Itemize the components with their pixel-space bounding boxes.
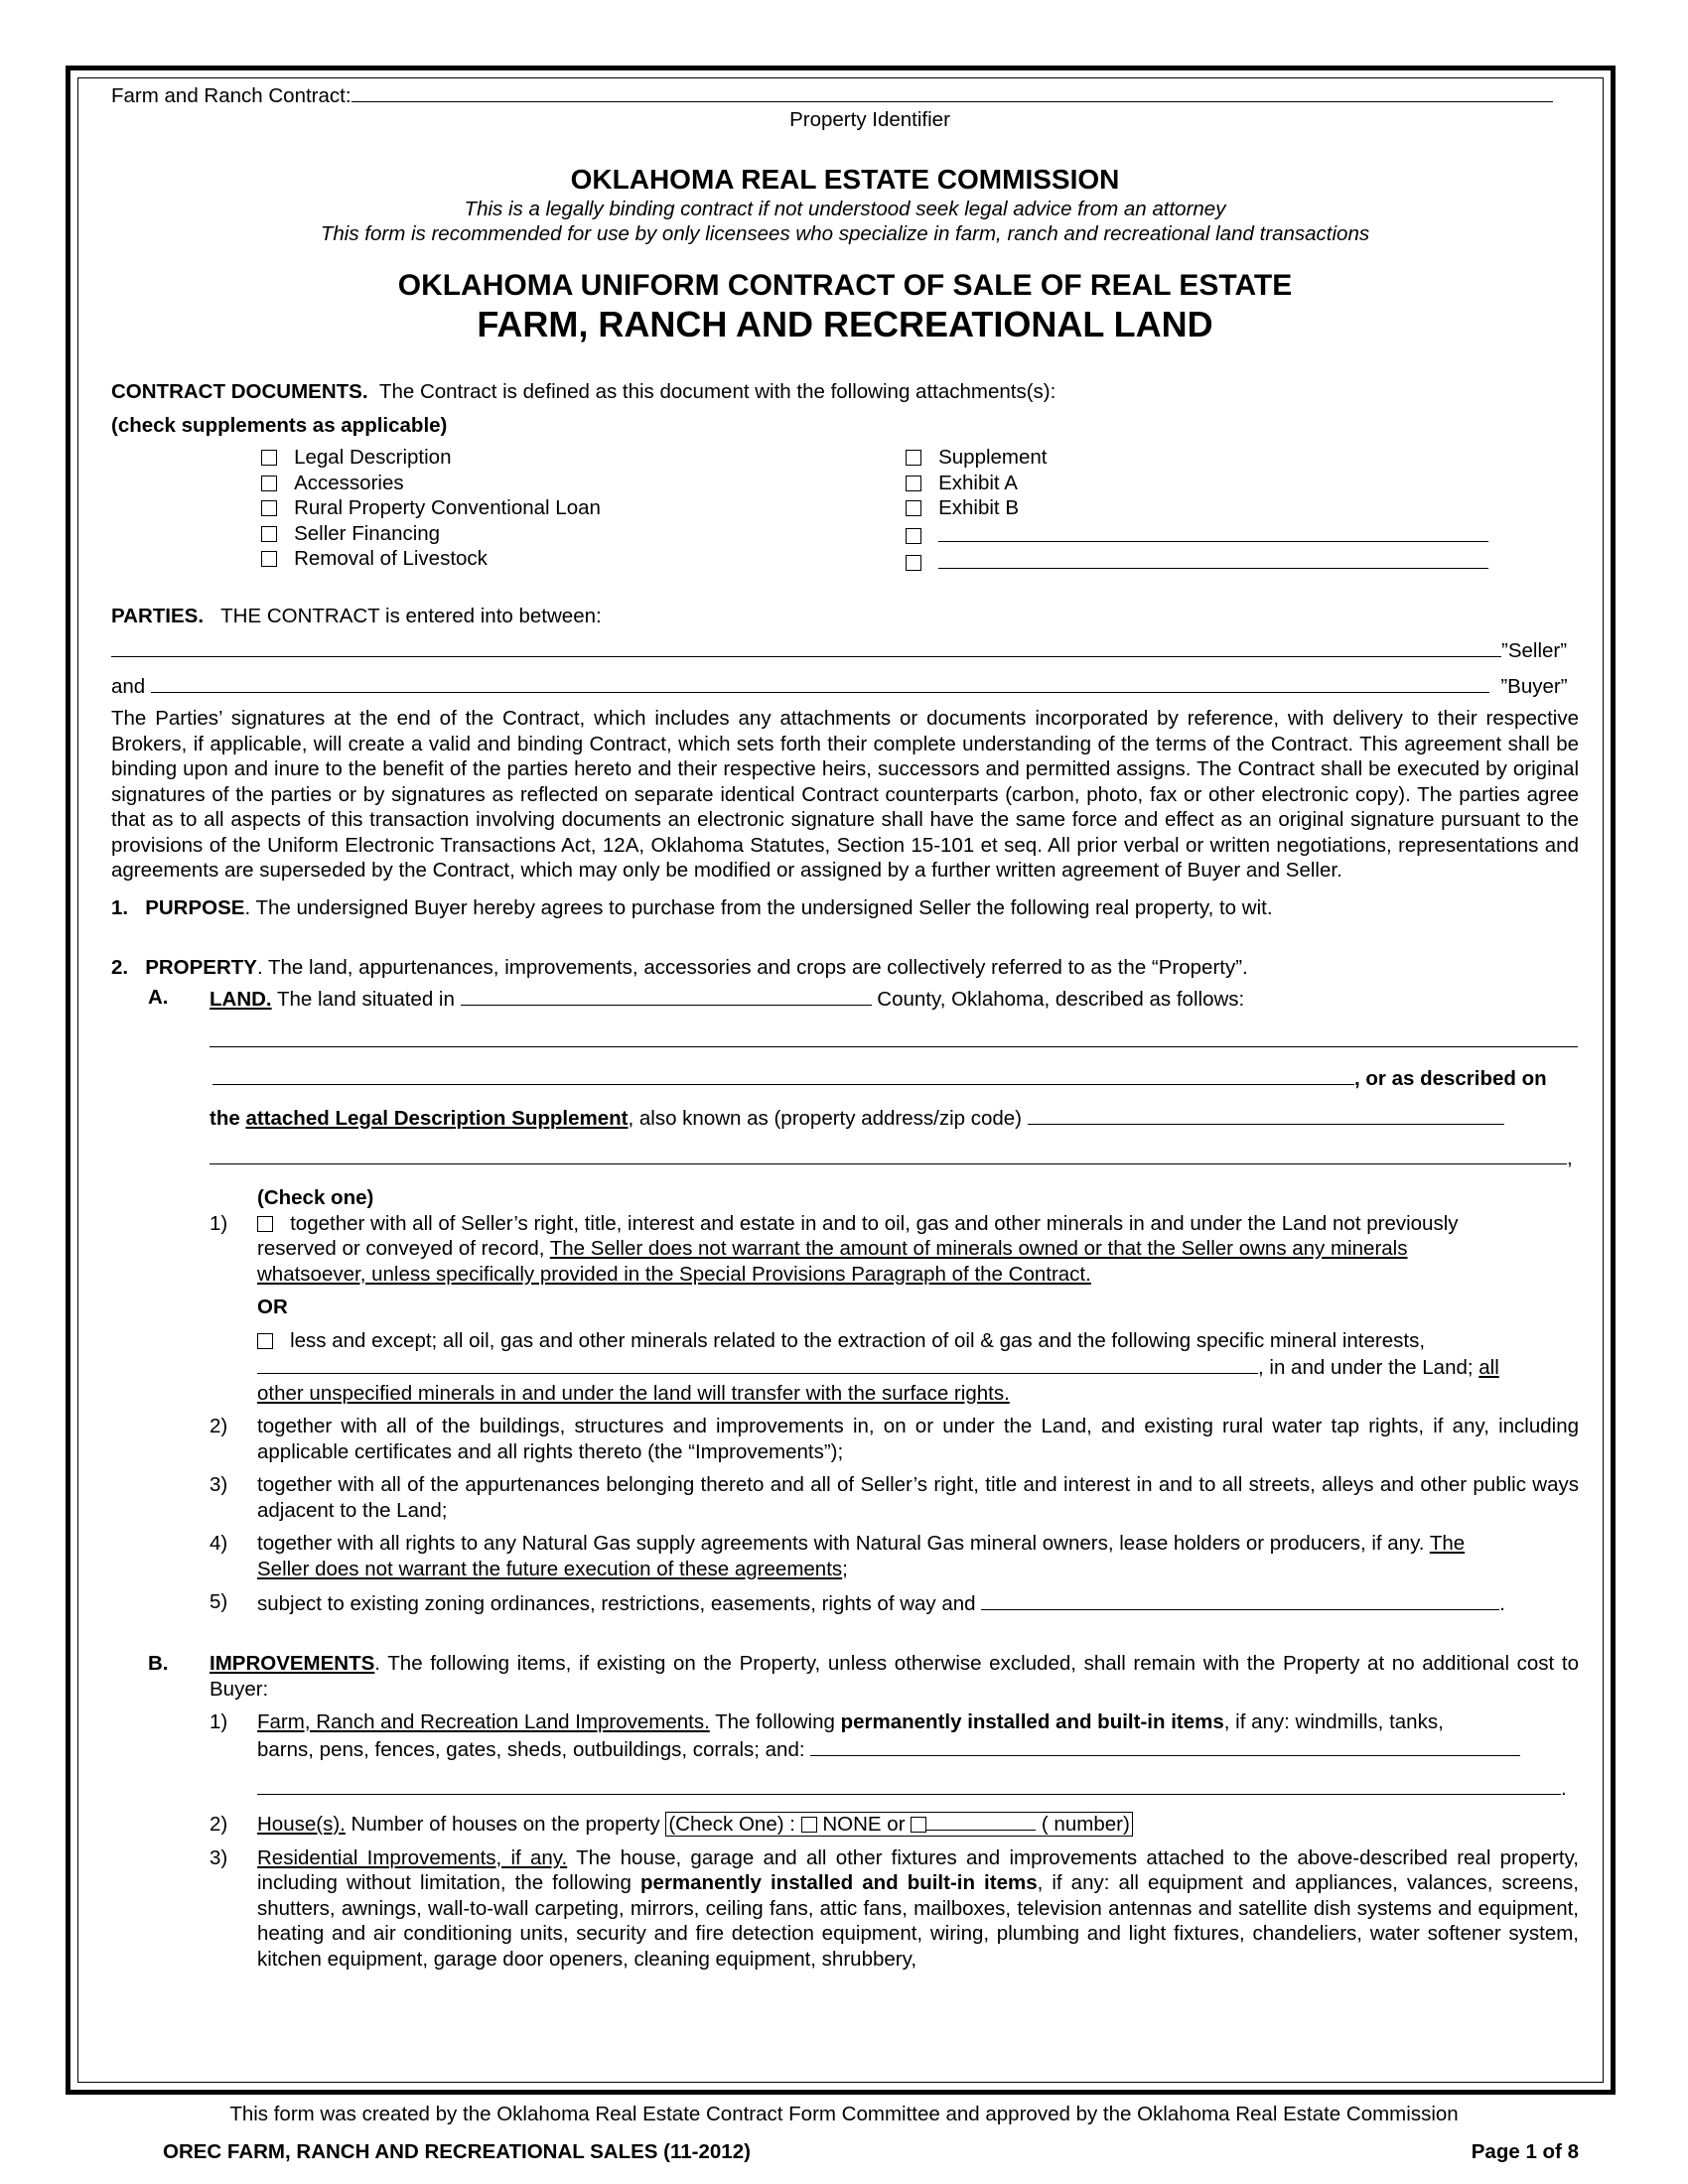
- improvements-item-3: [111, 1845, 1579, 1973]
- attachment-item[interactable]: [261, 445, 601, 471]
- buyer-name-field[interactable]: [151, 672, 1489, 693]
- item-number: 3): [210, 1473, 228, 1496]
- item1-text: together with all of Seller’s right, title, interest and estate in and to oil, gas and other minerals in and under the Land not previously: [290, 1211, 1459, 1235]
- improvements-item1-line-c: [257, 1774, 1579, 1802]
- semicolon: ;: [842, 1557, 848, 1580]
- property-item-2: [111, 1414, 1579, 1464]
- improvements-letter: B.: [148, 1652, 169, 1675]
- title-line-1: OKLAHOMA UNIFORM CONTRACT OF SALE OF REAL ESTATE: [397, 269, 1293, 302]
- item-number: 1): [210, 1211, 228, 1235]
- property-address-field[interactable]: [210, 1144, 1567, 1164]
- item-number: 4): [210, 1532, 228, 1555]
- item-text: subject to existing zoning ordinances, restrictions, easements, rights of way and: [257, 1592, 982, 1615]
- attachments-right-column: [906, 445, 1488, 576]
- contract-id-line: [111, 81, 1579, 107]
- number-label: ( number): [1036, 1812, 1130, 1836]
- attachments-left-column: [261, 445, 601, 572]
- rights-of-way-field[interactable]: [981, 1589, 1499, 1610]
- improvements-intro: [111, 1651, 1579, 1702]
- property-heading: PROPERTY: [145, 955, 257, 979]
- contract-documents-text: The Contract is defined as this document with the following attachments(s):: [378, 380, 1056, 403]
- other-attachment-field[interactable]: [938, 521, 1488, 542]
- checkbox[interactable]: [257, 1333, 273, 1349]
- mineral-option-1: [111, 1211, 1579, 1407]
- item-bold-text: permanently installed and built-in items: [840, 1710, 1224, 1733]
- seller-line: [111, 636, 1579, 664]
- checkbox[interactable]: [906, 476, 921, 491]
- checkbox[interactable]: [261, 450, 277, 466]
- in-under-text: , in and under the Land;: [1258, 1356, 1479, 1379]
- mineral-interest-line: [257, 1353, 1579, 1381]
- item-number: 1): [210, 1710, 228, 1733]
- item1-line-c: [257, 1262, 1579, 1288]
- checkbox[interactable]: [906, 528, 921, 544]
- item1-text: reserved or conveyed of record,: [257, 1237, 550, 1260]
- improvements-item-1: [111, 1709, 1579, 1802]
- the-label: the: [210, 1106, 246, 1130]
- item-number: 2): [210, 1812, 228, 1836]
- item-number: 3): [210, 1845, 228, 1869]
- checkbox[interactable]: [261, 551, 277, 567]
- seller-label: ”Seller”: [1501, 639, 1568, 662]
- improvements-section: [111, 1651, 1579, 1702]
- period: .: [1561, 1777, 1567, 1800]
- item-heading: House(s).: [257, 1812, 346, 1836]
- improvements-text: . The following items, if existing on the Property, unless otherwise excluded, shall remain with the Property at no additional cost to Buyer:: [210, 1652, 1579, 1701]
- attachment-item[interactable]: [906, 521, 1488, 549]
- land-description-field[interactable]: [212, 1064, 1354, 1085]
- buyer-label: ”Buyer”: [1500, 675, 1568, 698]
- land-text-1: The land situated in: [271, 987, 461, 1011]
- checkbox[interactable]: [906, 500, 921, 516]
- improvements-heading: IMPROVEMENTS: [210, 1652, 375, 1675]
- houses-check-box: [665, 1812, 1132, 1837]
- item-number: 5): [210, 1590, 228, 1613]
- purpose-heading: PURPOSE: [145, 895, 245, 919]
- other-unspecified-text: other unspecified minerals in and under the land will transfer with the surface rights.: [257, 1381, 1010, 1405]
- none-checkbox[interactable]: [801, 1817, 817, 1833]
- property-number: 2.: [111, 955, 129, 979]
- item-number: 2): [210, 1415, 228, 1437]
- item-text: barns, pens, fences, gates, sheds, outbuildings, corrals; and:: [257, 1737, 811, 1761]
- land-description-line-1: [111, 1026, 1579, 1054]
- attached-supplement-link: attached Legal Description Supplement: [245, 1106, 629, 1130]
- county-field[interactable]: [461, 985, 872, 1006]
- improvements-item1-line-a: [257, 1709, 1579, 1735]
- property-identifier-field[interactable]: [352, 81, 1553, 102]
- item1-disclaimer: The Seller does not warrant the amount of minerals owned or that the Seller owns any minerals: [549, 1237, 1408, 1260]
- parties-line: [111, 604, 1579, 629]
- comma: ,: [1567, 1146, 1573, 1169]
- farm-improvements-field[interactable]: [810, 1735, 1520, 1756]
- or-label: OR: [257, 1296, 288, 1318]
- land-text-2: County, Oklahoma, described as follows:: [871, 987, 1245, 1011]
- checkbox[interactable]: [906, 450, 921, 466]
- contract-documents-heading: CONTRACT DOCUMENTS.: [111, 380, 368, 403]
- purpose-line: [111, 895, 1579, 921]
- houses-line: [111, 1812, 1579, 1838]
- land-letter: A.: [148, 985, 169, 1009]
- contract-body: [111, 81, 1579, 1972]
- attachment-label: Legal Description: [294, 446, 452, 469]
- item-text: together with all of the buildings, structures and improvements in, on or under the Land, and existing rural water tap rights, if any, including applicable certificates and all rights thereto (the “Improvements”);: [257, 1415, 1579, 1463]
- parties-text: THE CONTRACT is entered into between:: [220, 605, 602, 627]
- attachment-label: Seller Financing: [294, 521, 441, 545]
- item-text: together with all of the appurtenances belonging thereto and all of Seller’s right, title and interest in and to all streets, alleys and other public ways adjacent to the Land;: [257, 1473, 1579, 1522]
- item-bold-text: permanently installed and built-in items: [640, 1871, 1038, 1894]
- improvements-item-2: [111, 1812, 1579, 1838]
- item1-disclaimer: whatsoever, unless specifically provided in the Special Provisions Paragraph of the Contract.: [257, 1262, 1091, 1286]
- none-label: NONE or: [816, 1812, 912, 1836]
- residential-improvements-text: [111, 1845, 1579, 1973]
- checkbox[interactable]: [261, 476, 277, 491]
- property-item-3: [111, 1472, 1579, 1523]
- check-supplements-note: (check supplements as applicable): [111, 414, 448, 437]
- attachment-label: Exhibit B: [938, 496, 1019, 519]
- attachment-label: Removal of Livestock: [294, 547, 488, 570]
- attachment-label: Exhibit A: [938, 471, 1018, 494]
- and-label: and: [111, 675, 146, 698]
- attachment-item[interactable]: [906, 445, 1488, 471]
- item1-line-a: [257, 1211, 1579, 1237]
- buyer-line: [111, 672, 1579, 700]
- property-address-field[interactable]: [1028, 1104, 1504, 1125]
- item-heading: Farm, Ranch and Recreation Land Improvements.: [257, 1710, 710, 1733]
- seller-name-field[interactable]: [111, 636, 1501, 657]
- title-line-2: FARM, RANCH AND RECREATIONAL LAND: [477, 304, 1213, 344]
- property-text: . The land, appurtenances, improvements, accessories and crops are collectively referred to as the “Property”.: [256, 955, 1248, 979]
- item4-line-a: [257, 1531, 1579, 1557]
- attachment-label: Supplement: [938, 446, 1048, 469]
- attachment-item[interactable]: [906, 495, 1488, 521]
- commission-heading: OKLAHOMA REAL ESTATE COMMISSION: [570, 164, 1120, 195]
- purpose-text: . The undersigned Buyer hereby agrees to purchase from the undersigned Seller the following real property, to wit.: [244, 895, 1273, 919]
- improvements-item1-line-b: [257, 1735, 1579, 1763]
- house-count-field[interactable]: [926, 1812, 1036, 1831]
- item4-line-b: [257, 1557, 1579, 1582]
- item4-disclaimer: Seller does not warrant the future execution of these agreements: [257, 1557, 843, 1580]
- parties-paragraph: The Parties’ signatures at the end of the Contract, which includes any attachments or documents incorporated by reference, with delivery to their respective Brokers, if applicable, will create a valid and binding Contract, which sets forth their complete understanding of the terms of the Contract. This agreement shall be binding upon and inure to the benefit of the parties hereto and their respective heirs, successors and permitted assigns. The Contract shall be executed by original signatures of the parties or by signatures as reflected on separate identical Contract counterparts (carbon, photo, fax or other electronic copy). The parties agree that as to all aspects of this transaction involving documents an electronic signature shall have the same force and effect as an original signature pursuant to the provisions of the Uniform Electronic Transactions Act, 12A, Oklahoma Statutes, Section 15-101 et seq. All prior verbal or written negotiations, representations and agreements are superseded by the Contract, which may only be modified or assigned by a further written agreement of Buyer and Seller.: [111, 707, 1579, 882]
- item5-line: [111, 1589, 1579, 1617]
- address-line-2: [111, 1144, 1579, 1171]
- item-text: , if any: all equipment and appliances, valances, screens, shutters, awnings, wall-to-wall carpeting, mirrors, ceiling fans, attic fans, mailboxes, television antennas and satellite dish systems and equipment, heating and air conditioning units, security and fire detection equipment, wiring, plumbing and light fixtures, chandeliers, water softener system, kitchen equipment, garage door openers, cleaning equipment, shrubbery,: [257, 1871, 1579, 1971]
- farm-improvements-field[interactable]: [257, 1774, 1561, 1795]
- parties-heading: PARTIES.: [111, 605, 205, 627]
- item-heading: Residential Improvements, if any.: [257, 1845, 568, 1869]
- attachment-label: Accessories: [294, 471, 404, 494]
- land-description-line-2: [111, 1064, 1579, 1092]
- footer-page-number: Page 1 of 8: [1471, 2140, 1579, 2163]
- number-checkbox[interactable]: [911, 1817, 926, 1833]
- property-item-5: [111, 1589, 1579, 1617]
- attachment-item[interactable]: [261, 471, 601, 496]
- less-except-text: less and except; all oil, gas and other minerals related to the extraction of oil & gas and the following specific mineral interests,: [290, 1328, 1426, 1352]
- property-item-4: [111, 1531, 1579, 1581]
- checkbox[interactable]: [261, 526, 277, 542]
- land-line: [111, 985, 1579, 1013]
- item-text: The house, garage and all other fixtures and improvements attached to the above-described real property, including without limitation, the following: [257, 1845, 1579, 1894]
- other-unspecified-line: [257, 1381, 1579, 1407]
- item4-disclaimer: The: [1429, 1532, 1466, 1555]
- period: .: [1499, 1592, 1505, 1615]
- property-line: [111, 955, 1579, 981]
- attachment-item[interactable]: [906, 548, 1488, 576]
- attachment-item[interactable]: [906, 471, 1488, 496]
- item1-line-b: [257, 1236, 1579, 1262]
- attachments-list: [111, 445, 1579, 574]
- less-except-line: [257, 1328, 1579, 1354]
- item-text: Number of houses on the property: [345, 1812, 666, 1836]
- contract-documents-line: [111, 379, 1579, 405]
- check-one-label: (Check one): [257, 1185, 374, 1209]
- attachment-label: Rural Property Conventional Loan: [294, 496, 601, 519]
- legal-notice: This is a legally binding contract if not understood seek legal advice from an attorney: [464, 198, 1226, 220]
- checkbox[interactable]: [906, 555, 921, 571]
- all-text: all: [1478, 1356, 1499, 1379]
- check-one-text: (Check One) :: [668, 1812, 795, 1836]
- purpose-number: 1.: [111, 895, 129, 919]
- other-attachment-field[interactable]: [938, 548, 1488, 569]
- checkbox[interactable]: [261, 500, 277, 516]
- land-heading: LAND.: [210, 987, 272, 1011]
- footer-form-id: OREC FARM, RANCH AND RECREATIONAL SALES (11-2012): [163, 2140, 751, 2163]
- item-text: together with all rights to any Natural Gas supply agreements with Natural Gas mineral owners, lease holders or producers, if any.: [257, 1532, 1430, 1555]
- item-text: The following: [709, 1710, 841, 1733]
- licensee-notice: This form is recommended for use by only licensees who specialize in farm, ranch and recreational land transactions: [320, 222, 1370, 245]
- mineral-interests-field[interactable]: [257, 1353, 1258, 1374]
- also-known-text: , also known as (property address/zip code): [628, 1106, 1028, 1130]
- item-text: , if any: windmills, tanks,: [1223, 1710, 1444, 1733]
- land-description-field[interactable]: [210, 1026, 1578, 1047]
- or-described-on: , or as described on: [1354, 1066, 1547, 1090]
- contract-label: Farm and Ranch Contract:: [111, 84, 352, 107]
- checkbox[interactable]: [257, 1216, 273, 1232]
- footer-credit: This form was created by the Oklahoma Real Estate Contract Form Committee and approved by the Oklahoma Real Estate Commission: [229, 2103, 1459, 2125]
- attachment-item[interactable]: [261, 495, 601, 521]
- legal-supplement-line: [111, 1104, 1579, 1132]
- attachment-item[interactable]: [261, 546, 601, 572]
- property-identifier-caption: Property Identifier: [789, 108, 950, 131]
- attachment-item[interactable]: [261, 521, 601, 547]
